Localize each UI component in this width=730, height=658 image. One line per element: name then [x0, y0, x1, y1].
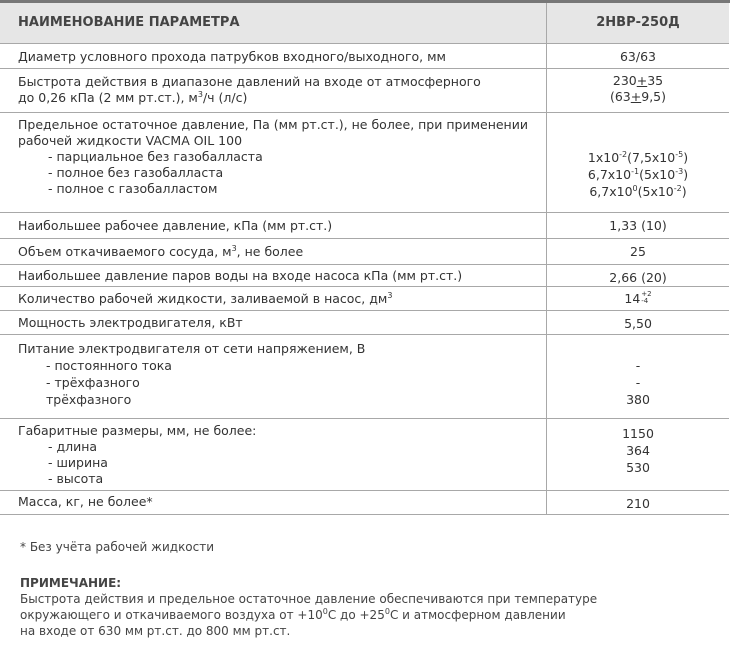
row-name: Мощность электродвигателя, кВт [0, 311, 547, 335]
note-line: С до +25 [327, 608, 385, 622]
sub-item: - полное с газобалластом [48, 181, 218, 196]
plus-minus: + [630, 89, 642, 104]
sub-item: - парциальное без газобалласта [48, 149, 263, 164]
row-name-line: /ч (л/с) [202, 90, 248, 105]
exponent: 0 [632, 183, 638, 193]
row-name-line: Предельное остаточное давление, Па (мм рт.ст.), не более, при применении [18, 117, 528, 132]
superscript: 0 [384, 607, 390, 616]
value-part: 9,5) [641, 89, 667, 104]
value-part: 6,7х10 [587, 167, 632, 182]
exponent: -2 [673, 183, 682, 193]
row-name-line: , не более [236, 244, 304, 259]
row-value: 210 [547, 491, 730, 515]
row-value: 25 [547, 239, 730, 265]
value-line: 380 [626, 392, 650, 407]
value-line: 1150 [622, 426, 654, 441]
row-name: Масса, кг, не более* [0, 491, 547, 515]
note-line: Быстрота действия и предельное остаточное давление обеспечиваются при температуре [20, 592, 598, 606]
table-row [0, 239, 729, 265]
value-part: 14 [624, 291, 641, 306]
row-name: Наибольшее давление паров воды на входе насоса кПа (мм рт.ст.) [0, 265, 547, 287]
value-part: (63 [609, 89, 631, 104]
row-name [0, 419, 547, 491]
spec-table [0, 3, 729, 515]
sub-item: - высота [48, 471, 104, 486]
row-name [0, 287, 547, 311]
header-param: НАИМЕНОВАНИЕ ПАРАМЕТРА [0, 3, 547, 44]
row-name-line: Питание электродвигателя от сети напряжением, В [18, 341, 366, 356]
row-value [547, 287, 730, 311]
row-value [547, 335, 730, 419]
row-name-line: Быстрота действия в диапазоне давлений на входе от атмосферного [18, 74, 481, 89]
row-name [0, 69, 547, 113]
table-row [0, 491, 729, 515]
row-value [547, 419, 730, 491]
exponent: -2 [619, 149, 628, 159]
note-line: С и атмосферном давлении [389, 608, 566, 622]
note-line: окружающего и откачиваемого воздуха от +10 [20, 608, 323, 622]
sub-item: - полное без газобалласта [48, 165, 224, 180]
superscript: 3 [387, 290, 393, 300]
value-part: (5х10 [639, 167, 676, 182]
superscript: 0 [322, 607, 328, 616]
sub-item: - ширина [48, 455, 108, 470]
value-line: - [635, 358, 641, 373]
table-row [0, 311, 729, 335]
footnote: * Без учёта рабочей жидкости [20, 540, 215, 554]
table-row [0, 287, 729, 311]
value-part: 35 [647, 73, 664, 88]
exponent: -1 [631, 166, 640, 176]
value-part: (7,5х10 [627, 150, 676, 165]
plus-minus: + [636, 73, 648, 88]
row-value [547, 113, 730, 213]
table-row [0, 113, 729, 213]
value-part: ) [681, 184, 687, 199]
row-value: 1,33 (10) [547, 213, 730, 239]
table-row [0, 335, 729, 419]
superscript: 3 [231, 243, 237, 253]
row-name [0, 113, 547, 213]
tolerance-upper: +2 [641, 290, 652, 298]
header-model: 2НВР-250Д [547, 3, 730, 44]
exponent: -3 [675, 166, 684, 176]
value-part: ) [683, 150, 689, 165]
exponent: -5 [675, 149, 684, 159]
row-value: 5,50 [547, 311, 730, 335]
value-line: 530 [626, 460, 650, 475]
table-row [0, 69, 729, 113]
sub-item: - длина [48, 439, 98, 454]
sub-item: - постоянного тока [46, 358, 172, 373]
row-name: Диаметр условного прохода патрубков входного/выходного, мм [0, 44, 547, 69]
row-value: 2,66 (20) [547, 265, 730, 287]
table-header [0, 3, 729, 44]
sub-item: трёхфазного [46, 392, 132, 407]
value-part: 230 [612, 73, 637, 88]
row-name-line: рабочей жидкости VACMA OIL 100 [18, 133, 243, 148]
note-text [20, 591, 610, 639]
row-value [547, 69, 730, 113]
row-name-line: до 0,26 кПа (2 мм рт.ст.), м [18, 90, 198, 105]
row-value: 63/63 [547, 44, 730, 69]
row-name-line: Количество рабочей жидкости, заливаемой в насос, дм [18, 291, 388, 306]
value-line: - [635, 375, 641, 390]
value-part: 1х10 [587, 150, 620, 165]
row-name [0, 335, 547, 419]
row-name: Наибольшее рабочее давление, кПа (мм рт.ст.) [0, 213, 547, 239]
row-name-line: Объем откачиваемого сосуда, м [18, 244, 232, 259]
note-line: на входе от 630 мм рт.ст. до 800 мм рт.ст. [20, 624, 291, 638]
value-line: 364 [626, 443, 650, 458]
value-part: 6,7х10 [589, 184, 633, 199]
table-row [0, 265, 729, 287]
row-name-line: Габаритные размеры, мм, не более: [18, 423, 257, 438]
tolerance-lower: -4 [641, 297, 649, 305]
table-row [0, 213, 729, 239]
table-row [0, 419, 729, 491]
superscript: 3 [197, 89, 203, 99]
value-part: ) [683, 167, 689, 182]
row-name [0, 239, 547, 265]
note-title: ПРИМЕЧАНИЕ: [20, 576, 122, 590]
sub-item: - трёхфазного [46, 375, 140, 390]
table-row [0, 44, 729, 69]
value-part: (5х10 [637, 184, 674, 199]
